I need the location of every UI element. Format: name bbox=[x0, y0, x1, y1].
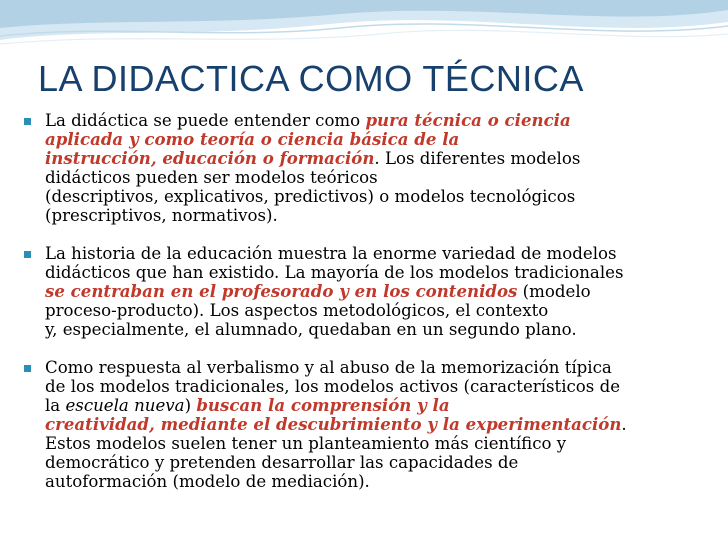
emphasis-text: aplicada y como teoría o ciencia básica de la bbox=[45, 129, 460, 149]
emphasis-text: creatividad, mediante el descubrimiento y la experimentación bbox=[45, 414, 622, 434]
body-text: ) bbox=[184, 396, 197, 415]
emphasis-text: instrucción, educación o formación bbox=[45, 148, 375, 168]
text-line bbox=[45, 168, 708, 187]
text-line bbox=[45, 415, 708, 434]
body-text: didácticos pueden ser modelos teóricos bbox=[45, 168, 378, 187]
text-line bbox=[45, 472, 708, 491]
emphasis-text: se centraban en el profesorado y en los contenidos bbox=[45, 281, 518, 301]
bullet-icon bbox=[24, 251, 31, 258]
text-line bbox=[45, 244, 708, 263]
body-text: democrático y pretenden desarrollar las capacidades de bbox=[45, 453, 519, 472]
body-text: proceso-producto). Los aspectos metodológicos, el contexto bbox=[45, 301, 549, 320]
body-text: . bbox=[621, 415, 627, 434]
bullet-icon bbox=[24, 365, 31, 372]
text-line bbox=[45, 453, 708, 472]
text-line bbox=[45, 263, 708, 282]
text-line bbox=[45, 377, 708, 396]
text-line bbox=[45, 301, 708, 320]
slide-body bbox=[0, 111, 728, 510]
text-line bbox=[45, 149, 708, 168]
text-line bbox=[45, 111, 708, 130]
text-line bbox=[45, 282, 708, 301]
bullet-icon bbox=[24, 118, 31, 125]
body-text: Estos modelos suelen tener un planteamiento más científico y bbox=[45, 434, 567, 453]
body-text: . Los diferentes modelos bbox=[374, 149, 581, 168]
body-text: didácticos que han existido. La mayoría de los modelos tradicionales bbox=[45, 263, 624, 282]
text-line bbox=[45, 320, 708, 339]
bullet-paragraph bbox=[0, 111, 728, 225]
emphasis-text: pura técnica o ciencia bbox=[365, 110, 571, 130]
text-line bbox=[45, 434, 708, 453]
body-text: (prescriptivos, normativos). bbox=[45, 206, 278, 225]
body-text: de los modelos tradicionales, los modelos activos (característicos de bbox=[45, 377, 621, 396]
bullet-paragraph bbox=[0, 358, 728, 491]
body-text: (descriptivos, explicativos, predictivos) o modelos tecnológicos bbox=[45, 187, 576, 206]
body-text: La historia de la educación muestra la enorme variedad de modelos bbox=[45, 244, 617, 263]
text-line bbox=[45, 187, 708, 206]
text-line bbox=[45, 130, 708, 149]
bullet-paragraph bbox=[0, 244, 728, 339]
body-text: La didáctica se puede entender como bbox=[45, 111, 366, 130]
slide-title: LA DIDACTICA COMO TÉCNICA bbox=[38, 58, 584, 99]
body-text: (modelo bbox=[517, 282, 591, 301]
body-text: Como respuesta al verbalismo y al abuso de la memorización típica bbox=[45, 358, 612, 377]
body-text: la bbox=[45, 396, 66, 415]
text-line bbox=[45, 358, 708, 377]
body-text: autoformación (modelo de mediación). bbox=[45, 472, 370, 491]
emphasis-text: buscan la comprensión y la bbox=[196, 395, 450, 415]
text-line bbox=[45, 396, 708, 415]
text-line bbox=[45, 206, 708, 225]
body-text: y, especialmente, el alumnado, quedaban en un segundo plano. bbox=[45, 320, 577, 339]
body-text: escuela nueva bbox=[65, 396, 185, 415]
